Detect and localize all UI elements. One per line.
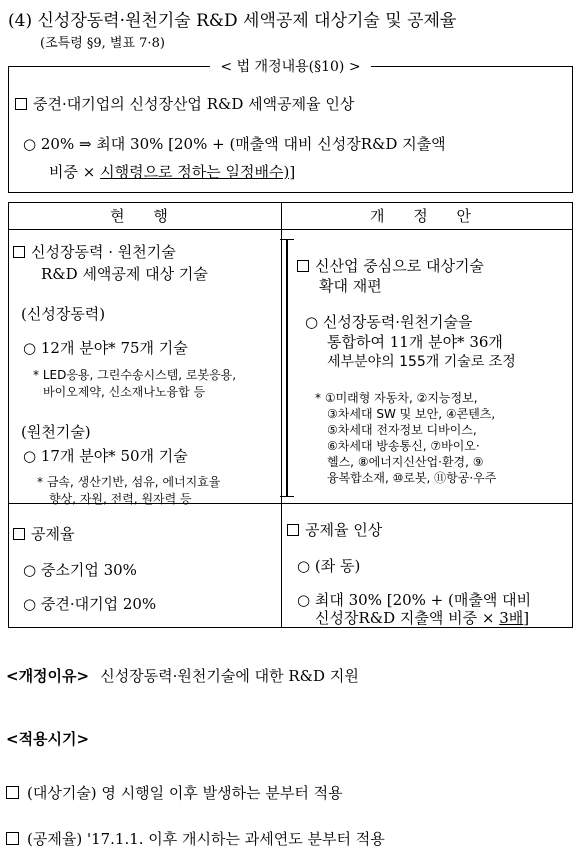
- current-group1-note-1: * LED응용, 그린수송시스템, 로봇응용,: [33, 368, 237, 382]
- header-divider: [9, 229, 572, 230]
- revised-item-2-line3: 세부분야의 155개 기술로 조정: [327, 354, 516, 370]
- bracket-left: [287, 239, 294, 497]
- current-group1-note-2: 바이오제약, 신소재나노융합 등: [43, 385, 206, 399]
- column-header-revised: 개 정 안: [369, 207, 483, 225]
- current-rate-sme: ○ 중소기업 30%: [23, 561, 137, 579]
- current-group2-item: ○ 17개 분야* 50개 기술: [23, 447, 188, 465]
- revised-item-1: 신산업 중심으로 대상기술: [297, 255, 484, 276]
- current-group2-note-2: 향상, 자원, 전력, 원자력 등: [49, 492, 192, 506]
- section-subtitle: (조특령 §9, 별표 7·8): [40, 36, 165, 51]
- revised-rate-item-2-line2: 신성장R&D 지출액 비중 × 3배]: [315, 609, 530, 627]
- checkbox-square-icon: [297, 260, 309, 272]
- current-item-1-line2: R&D 세액공제 대상 기술: [41, 265, 208, 283]
- law-amendment-box: [8, 59, 573, 193]
- reason-text: 신성장동력·원천기술에 대한 R&D 지원: [100, 667, 359, 685]
- revised-rate-item-2-line1: ○ 최대 30% [20% + (매출액 대비: [297, 591, 532, 609]
- current-rate-large: ○ 중견·대기업 20%: [23, 595, 157, 613]
- timing-item-2: (공제율) '17.1.1. 이후 개시하는 과세연도 분부터 적용: [6, 828, 385, 849]
- comparison-table: [8, 202, 573, 628]
- bracket-right: [280, 239, 287, 497]
- revised-note-5: 헬스, ⑧에너지신산업·환경, ⑨: [327, 455, 484, 469]
- law-item-1: 중견·대기업의 신성장산업 R&D 세액공제율 인상: [15, 93, 354, 114]
- checkbox-square-icon: [6, 832, 19, 845]
- law-item-2-line1: ○ 20% ⇒ 최대 30% [20% + (매출액 대비 신성장R&D 지출액: [23, 135, 446, 153]
- revised-note-2: ③차세대 SW 및 보안, ④콘텐츠,: [327, 407, 496, 421]
- revised-rate-label: 공제율 인상: [287, 519, 382, 540]
- revised-item-2-line2: 통합하여 11개 분야* 36개: [327, 333, 503, 351]
- reason-line: [6, 665, 359, 686]
- revised-rate-item-1: ○ (좌 동): [297, 557, 361, 575]
- law-amendment-title: < 법 개정내용(§10) >: [9, 56, 572, 76]
- revised-note-4: ⑥차세대 방송통신, ⑦바이오·: [327, 439, 480, 453]
- revised-item-1-line2: 확대 재편: [319, 277, 382, 295]
- section-title: (4) 신성장동력·원천기술 R&D 세액공제 대상기술 및 공제율: [8, 11, 457, 31]
- reason-label: <개정이유>: [6, 667, 90, 685]
- current-group1-item: ○ 12개 분야* 75개 기술: [23, 339, 188, 357]
- timing-item-1: (대상기술) 영 시행일 이후 발생하는 분부터 적용: [6, 782, 343, 803]
- revised-item-2-line1: ○ 신성장동력·원천기술을: [305, 313, 473, 331]
- current-group2-note-1: * 금속, 생산기반, 섬유, 에너지효율: [37, 475, 221, 489]
- checkbox-square-icon: [6, 786, 19, 799]
- revised-note-6: 융복합소재, ⑩로봇, ⑪항공·우주: [327, 471, 497, 485]
- current-item-1: 신성장동력 · 원천기술: [13, 241, 176, 262]
- checkbox-square-icon: [287, 524, 299, 536]
- checkbox-square-icon: [13, 246, 25, 258]
- timing-label: <적용시기>: [6, 730, 90, 748]
- checkbox-square-icon: [13, 528, 25, 540]
- current-rate-label: 공제율: [13, 523, 74, 544]
- revised-note-1: * ①미래형 자동차, ②지능정보,: [315, 391, 478, 405]
- current-group1-label: (신성장동력): [21, 305, 106, 323]
- law-item-2-line2: 비중 × 시행령으로 정하는 일정배수)]: [49, 163, 296, 181]
- current-group2-label: (원천기술): [21, 423, 91, 441]
- checkbox-square-icon: [15, 98, 27, 110]
- revised-note-3: ⑤차세대 전자정보 디바이스,: [327, 423, 477, 437]
- column-header-current: 현 행: [110, 207, 180, 225]
